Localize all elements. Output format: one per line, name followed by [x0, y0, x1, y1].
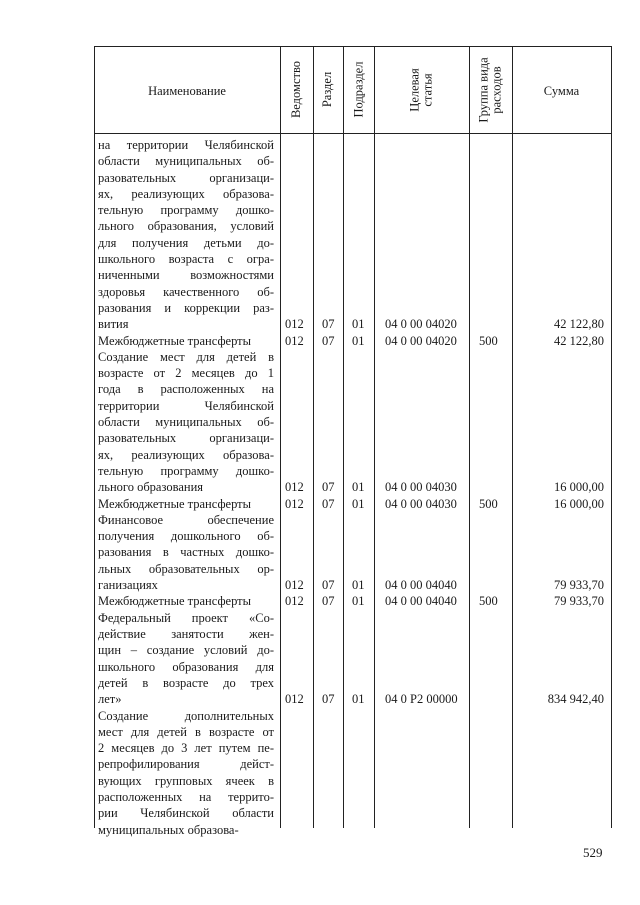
row-name: [98, 610, 274, 708]
page-number: 529: [583, 845, 603, 860]
header-razdel-cell: [313, 46, 343, 133]
row-name-line: для получения детьми до-: [98, 235, 274, 250]
row-name-line: Межбюджетные трансферты: [98, 333, 252, 348]
row-name-line: области муниципальных об-: [98, 415, 274, 430]
col-border: [469, 46, 470, 828]
row-name-line: льных образовательных ор-: [98, 561, 274, 576]
row-cs: 04 0 00 04020: [385, 317, 457, 332]
row-name-line: Финансовое обеспечение: [98, 512, 274, 527]
header-group-line: расходов: [489, 65, 504, 114]
header-target: [409, 68, 435, 111]
row-name-line: Создание мест для детей в: [98, 349, 274, 364]
row-name: [98, 512, 274, 593]
row-cs: 04 0 00 04030: [385, 496, 457, 511]
row-podr: 01: [352, 692, 365, 707]
row-name-line: тельную программу дошко-: [98, 463, 274, 478]
row-ved: 012: [285, 333, 304, 348]
header-target-line: статья: [420, 72, 435, 107]
header-bottom-border: [94, 133, 612, 134]
row-name-line: года в расположенных на: [98, 382, 274, 397]
col-border: [94, 46, 95, 828]
row-razd: 07: [322, 594, 335, 609]
header-name: Наименование: [148, 84, 226, 98]
row-podr: 01: [352, 333, 365, 348]
row-sum: 42 122,80: [554, 333, 604, 348]
row-cs: 04 0 00 04040: [385, 578, 457, 593]
row-name-line: возрасте от 2 месяцев до 1: [98, 366, 274, 381]
row-name-line: ганизациях: [98, 578, 158, 593]
row-name-line: муниципальных образова-: [98, 822, 239, 837]
row-name-line: области муниципальных об-: [98, 154, 274, 169]
row-name-line: щин – создание условий до-: [98, 643, 274, 658]
row-sum: 834 942,40: [547, 692, 604, 707]
header-sum: Сумма: [543, 84, 580, 98]
header-podrazdel-cell: [343, 46, 374, 133]
row-razd: 07: [322, 333, 335, 348]
header-target-cell: [374, 46, 469, 133]
row-name-line: ях, реализующих образова-: [98, 186, 274, 201]
row-razd: 07: [322, 317, 335, 332]
row-podr: 01: [352, 578, 365, 593]
row-name: [98, 593, 274, 609]
row-sum: 79 933,70: [554, 594, 604, 609]
row-name-line: ях, реализующих образова-: [98, 447, 274, 462]
row-cs: 04 0 00 04020: [385, 333, 457, 348]
header-group-cell: [469, 46, 512, 133]
row-sum: 16 000,00: [554, 480, 604, 495]
header-vedomstvo: Ведомство: [289, 60, 303, 119]
row-ved: 012: [285, 496, 304, 511]
row-podr: 01: [352, 594, 365, 609]
row-name-line: детей в возрасте до трех: [98, 675, 274, 690]
row-name-line: мест для детей в возрасте от: [98, 724, 274, 739]
row-name-line: рии Челябинской области: [98, 806, 274, 821]
row-razd: 07: [322, 480, 335, 495]
row-ved: 012: [285, 692, 304, 707]
header-group: [478, 57, 504, 122]
row-name: [98, 333, 274, 349]
col-border: [343, 46, 344, 828]
row-cs: 04 0 00 04030: [385, 480, 457, 495]
col-border: [512, 46, 513, 828]
row-ved: 012: [285, 317, 304, 332]
row-name-line: расположенных на террито-: [98, 789, 274, 804]
row-vr: 500: [479, 594, 498, 609]
header-razdel: Раздел: [320, 71, 335, 108]
row-name-line: разования в частных дошко-: [98, 545, 274, 560]
row-name-line: репрофилирования дейст-: [98, 757, 274, 772]
row-name-line: вующих групповых ячеек в: [98, 773, 274, 788]
row-podr: 01: [352, 317, 365, 332]
row-name-line: разовательных организаци-: [98, 170, 274, 185]
col-border: [374, 46, 375, 828]
row-name: [98, 137, 274, 333]
row-podr: 01: [352, 480, 365, 495]
row-name-line: тельную программу дошко-: [98, 203, 274, 218]
row-name-line: разования и коррекции раз-: [98, 300, 274, 315]
row-vr: 500: [479, 496, 498, 511]
row-name-line: Создание дополнительных: [98, 708, 274, 723]
row-ved: 012: [285, 594, 304, 609]
row-name-line: Федеральный проект «Со-: [98, 610, 274, 625]
header-podrazdel: Подраздел: [351, 61, 365, 118]
row-name-line: на территории Челябинской: [98, 138, 274, 152]
row-vr: 500: [479, 333, 498, 348]
row-name-line: Межбюджетные трансферты: [98, 594, 252, 609]
row-ved: 012: [285, 480, 304, 495]
row-cs: 04 0 P2 00000: [385, 692, 458, 707]
row-name-line: школьного образования для: [98, 659, 274, 674]
col-border: [313, 46, 314, 828]
row-name: [98, 349, 274, 496]
row-sum: 16 000,00: [554, 496, 604, 511]
row-name-line: Межбюджетные трансферты: [98, 496, 252, 511]
row-name-line: лет»: [98, 692, 122, 707]
header-group-line: Группа вида: [476, 56, 491, 123]
row-name: [98, 708, 274, 838]
row-sum: 42 122,80: [554, 317, 604, 332]
row-razd: 07: [322, 578, 335, 593]
header-target-line: Целевая: [407, 67, 422, 112]
row-name-line: действие занятости жен-: [98, 626, 274, 641]
row-ved: 012: [285, 578, 304, 593]
row-razd: 07: [322, 692, 335, 707]
row-name-line: здоровья качественного об-: [98, 284, 274, 299]
col-border: [280, 46, 281, 828]
row-name-line: школьного возраста с огра-: [98, 252, 274, 267]
row-name-line: льного образования, условий: [98, 219, 274, 234]
row-name-line: 2 месяцев до 3 лет путем пе-: [98, 741, 274, 756]
header-vedomstvo-cell: [280, 46, 313, 133]
row-name-line: ниченными возможностями: [98, 268, 274, 283]
row-name-line: получения дошкольного об-: [98, 529, 274, 544]
row-cs: 04 0 00 04040: [385, 594, 457, 609]
row-name-line: разовательных организаци-: [98, 431, 274, 446]
row-name-line: вития: [98, 317, 129, 332]
col-border: [611, 46, 612, 828]
row-name: [98, 496, 274, 512]
row-sum: 79 933,70: [554, 578, 604, 593]
row-name-line: территории Челябинской: [98, 398, 274, 413]
row-razd: 07: [322, 496, 335, 511]
row-podr: 01: [352, 496, 365, 511]
row-name-line: льного образования: [98, 480, 204, 495]
